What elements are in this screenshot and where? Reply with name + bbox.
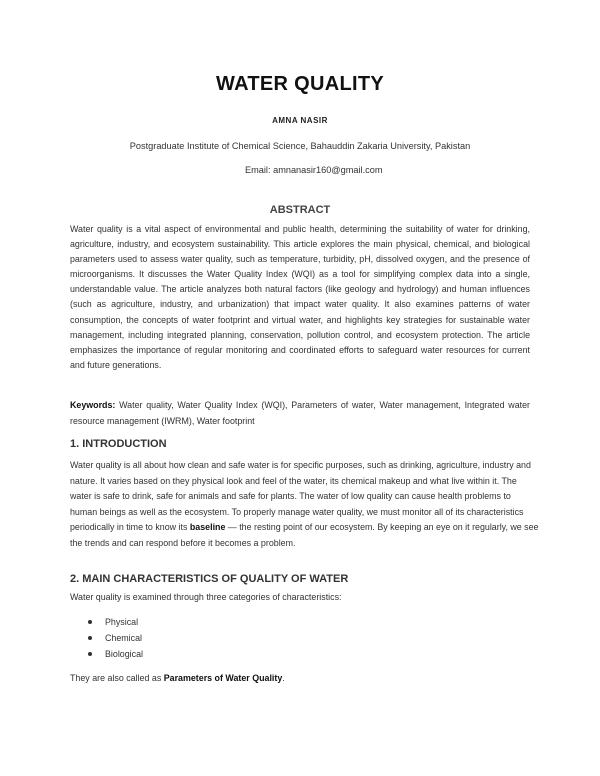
parameters-text: They are also called as bbox=[70, 673, 164, 683]
section-heading-introduction: 1. INTRODUCTION bbox=[70, 438, 167, 450]
bullet-icon bbox=[88, 620, 92, 624]
section-heading-characteristics: 2. MAIN CHARACTERISTICS OF QUALITY OF WATER bbox=[70, 573, 349, 585]
parameters-period: . bbox=[282, 673, 285, 683]
keywords-text: Water quality, Water Quality Index (WQI), Parameters of water, Water management, Integrated water resource management (IWRM), Water footprint bbox=[70, 400, 530, 426]
characteristics-list bbox=[88, 614, 143, 662]
list-item bbox=[88, 646, 143, 662]
abstract-body: Water quality is a vital aspect of environmental and public health, determining the suitability of water for drinking, agriculture, industry, and ecosystem sustainability. This article explores the main physical, chemical, and biological parameters used to assess water quality, such as temperature, turbidity, pH, dissolved oxygen, and the presence of microorganisms. It discusses the Water Quality Index (WQI) as a tool for simplifying complex data into a single, understandable value. The article analyzes both natural factors (like geology and hydrology) and human influences (such as agriculture, industry, and urbanization) that impact water quality. It also examines patterns of water consumption, the concepts of water footprint and virtual water, and highlights key strategies for sustainable water management, including integrated planning, conservation, pollution control, and ecosystem protection. The article emphasizes the importance of regular monitoring and coordinated efforts to safeguard water resources for current and future generations. bbox=[70, 224, 530, 370]
introduction-text: Water quality is all about how clean and safe water is for specific purposes, such as drinking, agriculture, industry and nature. It varies based on they physical look and feel of the water, its chemical makeup and what live within it. The water is safe to drink, safe for animals and safe for plants. The water of low quality can cause health problems to human beings as well as the ecosystem. To properly manage water quality, we must monitor all of its characteristics periodically in time to know its bbox=[70, 460, 531, 532]
bullet-icon bbox=[88, 636, 92, 640]
author-name: AMNA NASIR bbox=[272, 116, 328, 125]
paper-title: WATER QUALITY bbox=[216, 73, 384, 95]
parameters-term: Parameters of Water Quality bbox=[163, 673, 283, 683]
list-item-label: Physical bbox=[105, 617, 139, 627]
keywords-label: Keywords: bbox=[70, 400, 116, 410]
parameters-sentence bbox=[70, 673, 285, 683]
list-item-label: Biological bbox=[105, 649, 143, 659]
list-item bbox=[88, 614, 143, 630]
abstract-heading: ABSTRACT bbox=[269, 204, 331, 216]
list-item bbox=[88, 630, 143, 646]
keywords-paragraph bbox=[70, 398, 530, 429]
introduction-paragraph bbox=[70, 458, 540, 551]
introduction-text-end: — the resting point of our ecosystem. By keeping an eye on it regularly, we see the trends and can respond before it becomes a problem. bbox=[70, 522, 539, 548]
author-email: Email: amnanasir160@gmail.com bbox=[245, 165, 383, 175]
bullet-icon bbox=[88, 652, 92, 656]
characteristics-intro: Water quality is examined through three categories of characteristics: bbox=[70, 592, 342, 602]
list-item-label: Chemical bbox=[105, 633, 142, 643]
author-affiliation: Postgraduate Institute of Chemical Science, Bahauddin Zakaria University, Pakistan bbox=[129, 141, 471, 151]
baseline-term: baseline bbox=[189, 522, 226, 532]
